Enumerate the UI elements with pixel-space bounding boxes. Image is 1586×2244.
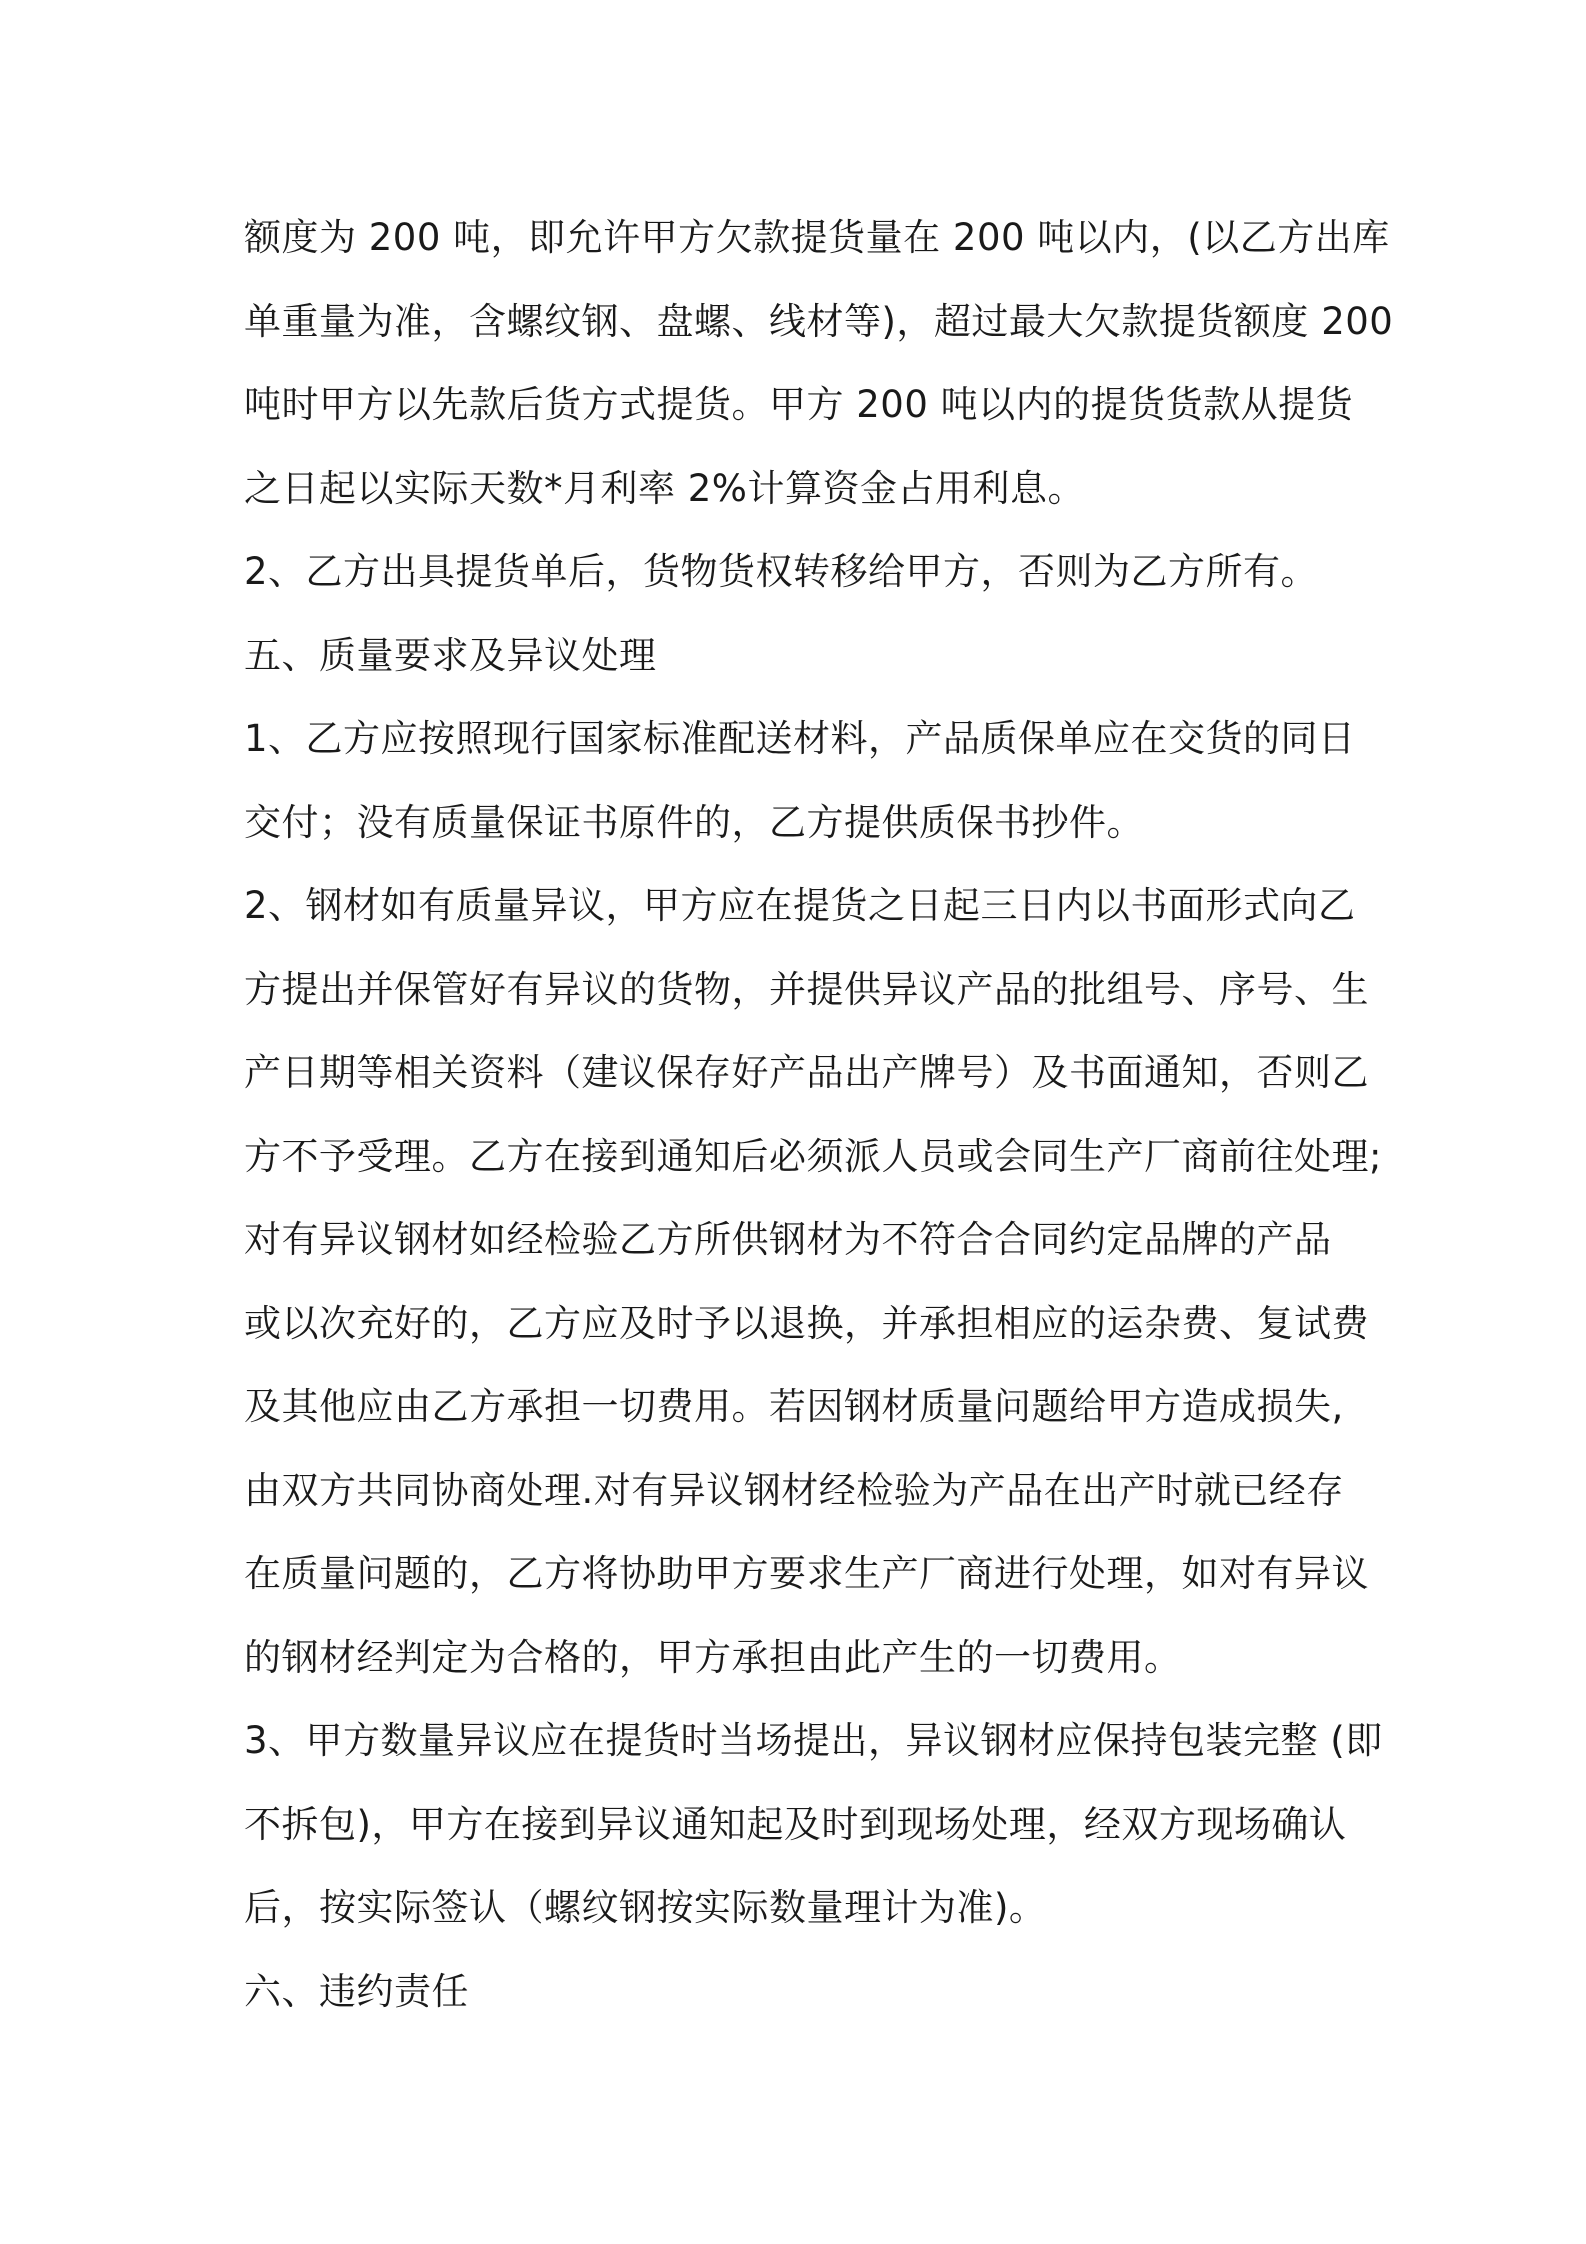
text-line: 吨时甲方以先款后货方式提货。甲方 200 吨以内的提货货款从提货 [244, 383, 1354, 426]
section-heading: 五、质量要求及异议处理 [244, 633, 657, 677]
text-line: 或以次充好的，乙方应及时予以退换，并承担相应的运杂费、复试费 [244, 1301, 1369, 1345]
text-line: 交付；没有质量保证书原件的，乙方提供质保书抄件。 [244, 800, 1144, 844]
text-line: 由双方共同协商处理.对有异议钢材经检验为产品在出产时就已经存 [244, 1468, 1344, 1512]
text-line: 2、钢材如有质量异议，甲方应在提货之日起三日内以书面形式向乙 [244, 884, 1356, 927]
text-line: 不拆包)，甲方在接到异议通知起及时到现场处理，经双方现场确认 [244, 1802, 1347, 1846]
text-line: 1、乙方应按照现行国家标准配送材料，产品质保单应在交货的同日 [244, 717, 1356, 760]
text-line: 对有异议钢材如经检验乙方所供钢材为不符合合同约定品牌的产品 [244, 1218, 1332, 1261]
section-heading: 六、违约责任 [244, 1969, 469, 2013]
text-line: 方不予受理。乙方在接到通知后必须派人员或会同生产厂商前往处理; [244, 1134, 1382, 1178]
text-line: 方提出并保管好有异议的货物，并提供异议产品的批组号、序号、生 [244, 967, 1369, 1011]
text-line: 3、甲方数量异议应在提货时当场提出，异议钢材应保持包装完整 (即 [244, 1719, 1383, 1762]
text-line: 及其他应由乙方承担一切费用。若因钢材质量问题给甲方造成损失, [244, 1385, 1344, 1428]
text-line: 在质量问题的，乙方将协助甲方要求生产厂商进行处理，如对有异议 [244, 1552, 1369, 1595]
text-line: 2、乙方出具提货单后，货物货权转移给甲方，否则为乙方所有。 [244, 550, 1319, 593]
text-line: 之日起以实际天数*月利率 2%计算资金占用利息。 [244, 466, 1085, 510]
text-line: 的钢材经判定为合格的，甲方承担由此产生的一切费用。 [244, 1635, 1182, 1679]
document-body [244, 196, 1394, 2033]
text-line: 额度为 200 吨，即允许甲方欠款提货量在 200 吨以内，(以乙方出库 [244, 216, 1390, 259]
text-line: 单重量为准，含螺纹钢、盘螺、线材等)，超过最大欠款提货额度 200 [244, 299, 1394, 343]
text-line: 后，按实际签认（螺纹钢按实际数量理计为准)。 [244, 1886, 1047, 1929]
text-line: 产日期等相关资料（建议保存好产品出产牌号）及书面通知，否则乙 [244, 1051, 1369, 1094]
